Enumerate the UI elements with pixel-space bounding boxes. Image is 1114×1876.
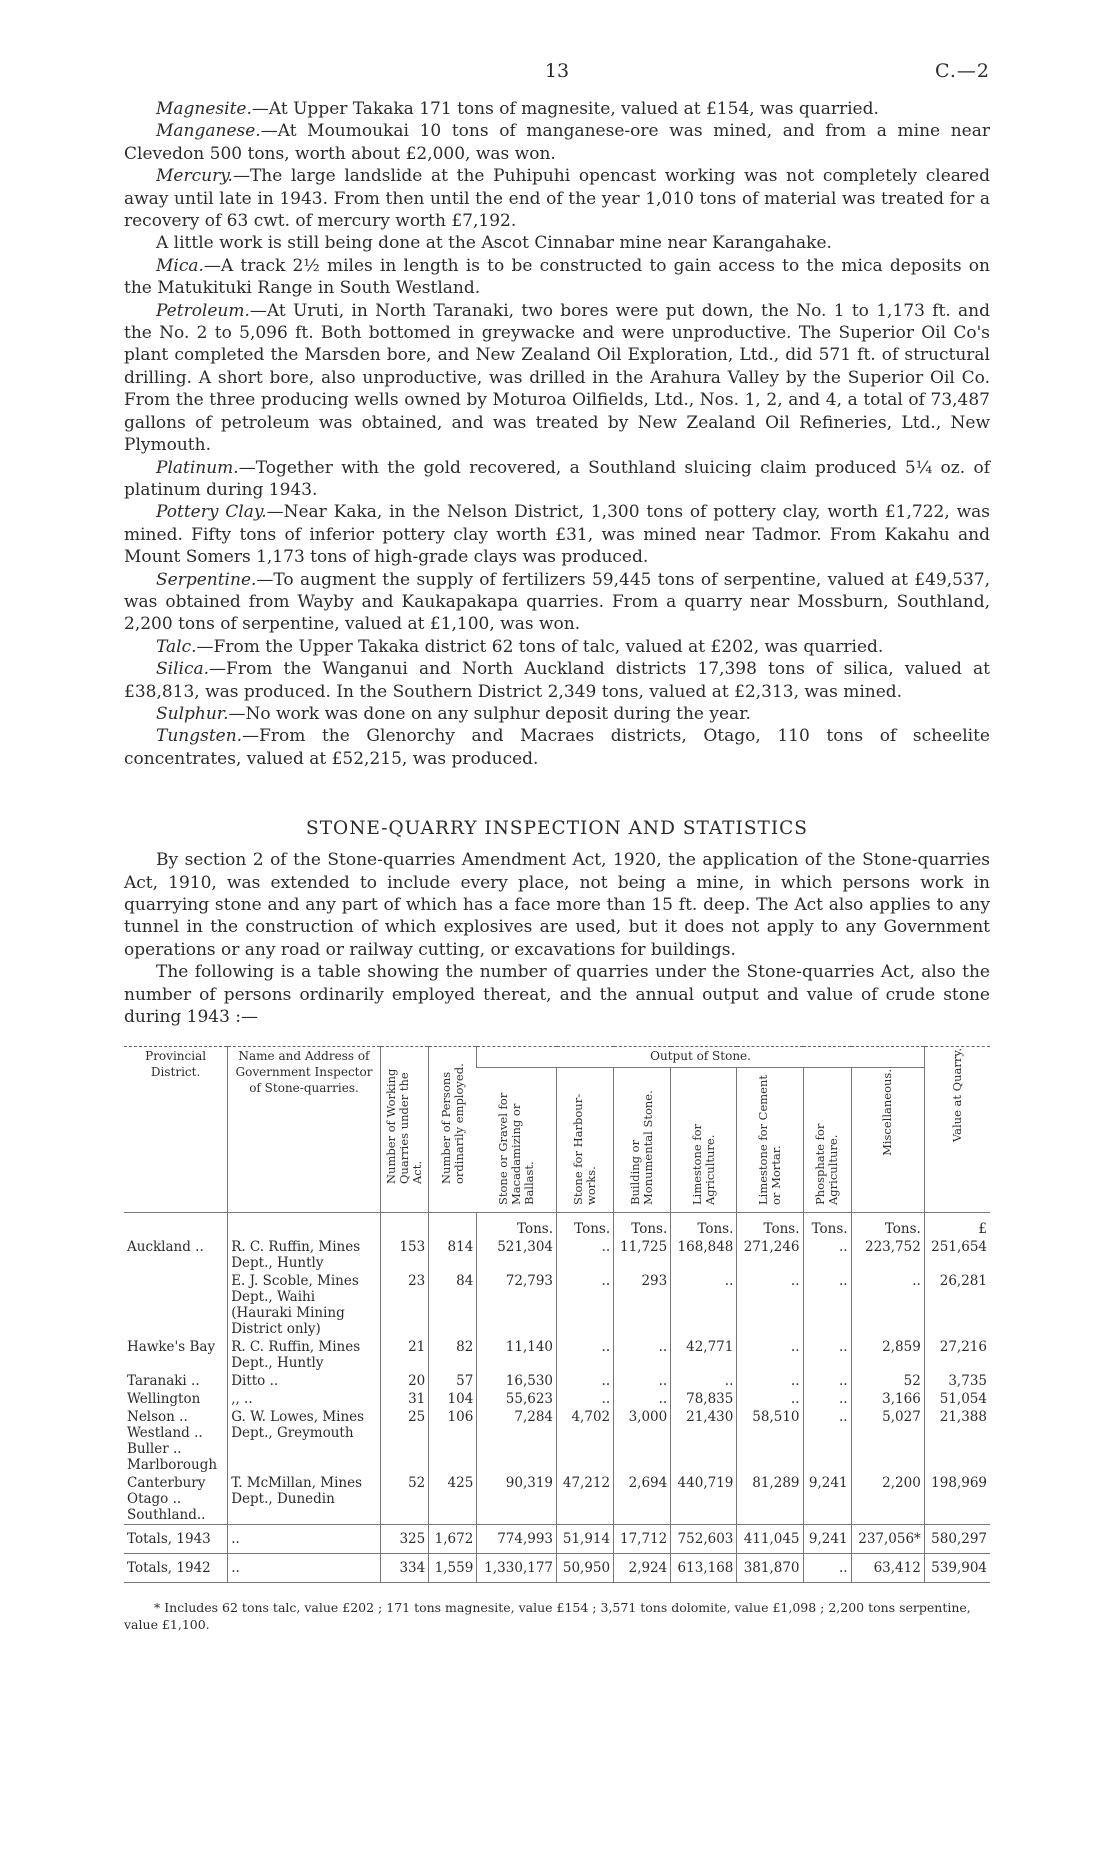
cell-inspector: Ditto ..: [228, 1372, 381, 1390]
cell-phosphate: ..: [803, 1238, 851, 1272]
cell-harbour: ..: [557, 1338, 614, 1372]
stone-quarry-table: [124, 1046, 990, 1583]
units-row: [124, 1213, 990, 1239]
paragraph: [124, 300, 990, 457]
mineral-paragraphs: [124, 98, 990, 770]
cell-value: 27,216: [924, 1338, 990, 1372]
unit-cell: Tons.: [737, 1213, 803, 1239]
header-miscellaneous: Miscellaneous.: [851, 1068, 924, 1213]
paragraph-text: —At Moumoukai 10 tons of manganese-ore was mined, and from a mine near Clevedon 500 tons, worth about £2,000, was won.: [124, 121, 990, 164]
cell-persons: 1,559: [429, 1554, 477, 1583]
intro-paragraph: By section 2 of the Stone-quarries Amendment Act, 1920, the application of the Stone-quarries Act, 1910, was extended to include every place, not being a mine, in which persons work in quarrying stone and any part of which has a face more than 15 ft. deep. The Act also applies to any tunnel in the construction of which explosives are used, but it does not apply to any Government operations or any road or railway cutting, or excavations for buildings.: [124, 850, 990, 960]
paragraph-text: —From the Wanganui and North Auckland districts 17,398 tons of silica, valued at £38,813, was produced. In the Southern District 2,349 tons, valued at £2,313, was mined.: [124, 659, 990, 702]
cell-persons: 425: [429, 1474, 477, 1525]
table-row: [124, 1372, 990, 1390]
cell-misc: 2,200: [851, 1474, 924, 1525]
cell-monumental: 2,694: [614, 1474, 671, 1525]
cell-macadam: 55,623: [477, 1390, 557, 1408]
paragraph: [124, 255, 990, 300]
cell-inspector: R. C. Ruffin, Mines Dept., Huntly: [228, 1338, 381, 1372]
paragraph-lead: Mica.: [156, 255, 204, 276]
cell-macadam: 774,993: [477, 1525, 557, 1554]
cell-lime-cement: ..: [737, 1390, 803, 1408]
cell-value: 3,735: [924, 1372, 990, 1390]
paragraph: [124, 658, 990, 703]
cell-value: 251,654: [924, 1238, 990, 1272]
cell-harbour: 50,950: [557, 1554, 614, 1583]
cell-quarries: 31: [380, 1390, 428, 1408]
cell-monumental: ..: [614, 1338, 671, 1372]
cell-monumental: ..: [614, 1372, 671, 1390]
cell-lime-agri: 440,719: [671, 1474, 737, 1525]
cell-persons: 84: [429, 1272, 477, 1338]
paragraph-text: —Together with the gold recovered, a Southland sluicing claim produced 5¼ oz. of platinum during 1943.: [124, 457, 990, 500]
unit-cell: Tons.: [614, 1213, 671, 1239]
cell-inspector: G. W. Lowes, Mines Dept., Greymouth: [228, 1408, 381, 1474]
cell-lime-cement: ..: [737, 1272, 803, 1338]
paragraph: [124, 232, 990, 254]
cell-misc: 63,412: [851, 1554, 924, 1583]
cell-phosphate: 9,241: [803, 1474, 851, 1525]
paragraph-lead: Serpentine.: [156, 569, 257, 590]
header-quarries: Number of Working Quarries under the Act.: [380, 1047, 428, 1213]
cell-lime-agri: 752,603: [671, 1525, 737, 1554]
paragraph-lead: Silica.: [156, 659, 210, 680]
cell-monumental: 11,725: [614, 1238, 671, 1272]
cell-lime-cement: 381,870: [737, 1554, 803, 1583]
cell-lime-agri: 613,168: [671, 1554, 737, 1583]
cell-district: Taranaki ..: [127, 1373, 200, 1390]
cell-persons: 106: [429, 1408, 477, 1474]
cell-quarries: 325: [380, 1525, 428, 1554]
table-row: [124, 1272, 990, 1338]
cell-district: Nelson .. Westland .. Buller .. Marlborough: [127, 1409, 218, 1474]
cell-inspector: E. J. Scoble, Mines Dept., Waihi (Hauraki Mining District only): [228, 1272, 381, 1338]
cell-harbour: 51,914: [557, 1525, 614, 1554]
cell-lime-agri: ..: [671, 1272, 737, 1338]
cell-misc: 2,859: [851, 1338, 924, 1372]
paragraph-text: —At Upper Takaka 171 tons of magnesite, valued at £154, was quarried.: [251, 99, 879, 119]
header-phosphate: Phosphate for Agriculture.: [803, 1068, 851, 1213]
cell-district: Wellington: [127, 1391, 201, 1408]
section-intro: [124, 849, 990, 1028]
cell-inspector: R. C. Ruffin, Mines Dept., Huntly: [228, 1238, 381, 1272]
paragraph: [124, 165, 990, 232]
header-harbour: Stone for Harbour-works.: [557, 1068, 614, 1213]
header-macadam: Stone or Gravel for Macadamizing or Ballast.: [495, 1093, 536, 1206]
paragraph-text: —A track 2½ miles in length is to be constructed to gain access to the mica deposits on the Matukituki Range in South Westland.: [124, 255, 990, 299]
header-district: Provincial District.: [124, 1047, 228, 1213]
paragraph-text: —From the Upper Takaka district 62 tons of talc, valued at £202, was quarried.: [196, 636, 884, 657]
paragraph: [124, 120, 990, 165]
cell-phosphate: ..: [803, 1338, 851, 1372]
page-number: 13: [544, 60, 570, 82]
cell-macadam: 7,284: [477, 1408, 557, 1474]
cell-persons: 1,672: [429, 1525, 477, 1554]
paragraph-lead: Pottery Clay.: [156, 502, 267, 523]
unit-cell: £: [924, 1213, 990, 1239]
paragraph-lead: Sulphur.: [156, 703, 229, 724]
cell-harbour: ..: [557, 1238, 614, 1272]
paragraph-text: A little work is still being done at the Ascot Cinnabar mine near Karangahake.: [156, 233, 832, 254]
paragraph-text: —To augment the supply of fertilizers 59,445 tons of serpentine, valued at £49,537, was obtained from Wayby and Kaukapakapa quarries. From a quarry near Mossburn, Southland, 2,200 tons of serpentine, valued at £1,100, was won.: [124, 569, 990, 635]
cell-district: [124, 1272, 228, 1338]
cell-lime-cement: ..: [737, 1372, 803, 1390]
cell-misc: 52: [851, 1372, 924, 1390]
paragraph-lead: Magnesite.: [156, 99, 252, 119]
header-limestone-agriculture: Limestone for Agriculture.: [671, 1068, 737, 1213]
paragraph-text: —No work was done on any sulphur deposit during the year.: [228, 703, 751, 724]
cell-phosphate: 9,241: [803, 1525, 851, 1554]
cell-monumental: 2,924: [614, 1554, 671, 1583]
cell-value: 198,969: [924, 1474, 990, 1525]
cell-persons: 82: [429, 1338, 477, 1372]
paragraph-lead: Talc.: [156, 636, 197, 657]
paragraph: [124, 501, 990, 568]
cell-lime-agri: 78,835: [671, 1390, 737, 1408]
cell-inspector: ..: [228, 1554, 381, 1583]
paragraph: [124, 98, 990, 120]
cell-harbour: ..: [557, 1390, 614, 1408]
cell-persons: 814: [429, 1238, 477, 1272]
cell-quarries: 21: [380, 1338, 428, 1372]
paragraph-lead: Platinum.: [156, 457, 239, 478]
cell-inspector: T. McMillan, Mines Dept., Dunedin: [228, 1474, 381, 1525]
cell-phosphate: ..: [803, 1408, 851, 1474]
header-value: Value at Quarry.: [924, 1047, 990, 1213]
page-reference: C.—2: [935, 60, 990, 82]
cell-misc: ..: [851, 1272, 924, 1338]
section-title: STONE-QUARRY INSPECTION AND STATISTICS: [306, 818, 808, 840]
paragraph: [124, 457, 990, 502]
cell-lime-cement: 271,246: [737, 1238, 803, 1272]
unit-cell: Tons.: [671, 1213, 737, 1239]
cell-harbour: ..: [557, 1372, 614, 1390]
cell-phosphate: ..: [803, 1272, 851, 1338]
paragraph-lead: Manganese.: [156, 121, 261, 142]
table-row: [124, 1474, 990, 1525]
cell-lime-cement: 81,289: [737, 1474, 803, 1525]
cell-district: Auckland ..: [127, 1239, 204, 1256]
cell-value: 580,297: [924, 1525, 990, 1554]
unit-cell: Tons.: [477, 1213, 557, 1239]
paragraph-text: —The large landslide at the Puhipuhi opencast working was not completely cleared away until late in 1943. From then until the end of the year 1,010 tons of material was treated for a recovery of 63 cwt. of mercury worth £7,192.: [124, 166, 990, 232]
paragraph-text: —At Uruti, in North Taranaki, two bores were put down, the No. 1 to 1,173 ft. and the No. 2 to 5,096 ft. Both bottomed in greywacke and were unproductive. The Superior Oil Co's plant completed the Marsden bore, and New Zealand Oil Exploration, Ltd., did 571 ft. of structural drilling. A short bore, also unproductive, was drilled in the Arahura Valley by the Superior Oil Co. From the three producing wells owned by Moturoa Oilfields, Ltd., Nos. 1, 2, and 4, a total of 73,487 gallons of petroleum was obtained, and was treated by New Zealand Oil Refineries, Ltd., New Plymouth.: [124, 300, 990, 456]
cell-inspector: ,, ..: [228, 1390, 381, 1408]
cell-misc: 223,752: [851, 1238, 924, 1272]
cell-macadam: 16,530: [477, 1372, 557, 1390]
cell-value: 51,054: [924, 1390, 990, 1408]
paragraph: [124, 569, 990, 636]
header-monumental: Building or Monumental Stone.: [614, 1068, 671, 1213]
cell-harbour: 47,212: [557, 1474, 614, 1525]
table-body: [124, 1213, 990, 1583]
cell-misc: 5,027: [851, 1408, 924, 1474]
totals-row: [124, 1525, 990, 1554]
cell-monumental: ..: [614, 1390, 671, 1408]
cell-value: 21,388: [924, 1408, 990, 1474]
cell-inspector: ..: [228, 1525, 381, 1554]
cell-phosphate: ..: [803, 1390, 851, 1408]
cell-persons: 57: [429, 1372, 477, 1390]
header-limestone-cement: Limestone for Cement or Mortar.: [737, 1068, 803, 1213]
paragraph-text: —Near Kaka, in the Nelson District, 1,300 tons of pottery clay, worth £1,722, was mined. Fifty tons of inferior pottery clay worth £31, was mined near Tadmor. From Kakahu and Mount Somers 1,173 tons of high-grade clays was produced.: [124, 502, 990, 568]
unit-cell: Tons.: [557, 1213, 614, 1239]
cell-harbour: ..: [557, 1272, 614, 1338]
cell-lime-agri: 21,430: [671, 1408, 737, 1474]
cell-district: Hawke's Bay: [127, 1339, 216, 1356]
unit-cell: Tons.: [803, 1213, 851, 1239]
cell-lime-cement: ..: [737, 1338, 803, 1372]
cell-misc: 3,166: [851, 1390, 924, 1408]
paragraph-lead: Tungsten.: [156, 726, 243, 747]
cell-lime-agri: 42,771: [671, 1338, 737, 1372]
cell-quarries: 334: [380, 1554, 428, 1583]
cell-district: Canterbury Otago .. Southland..: [127, 1475, 206, 1524]
page-header: [124, 60, 990, 94]
cell-quarries: 23: [380, 1272, 428, 1338]
footnote: * Includes 62 tons talc, value £202 ; 171 tons magnesite, value £154 ; 3,571 tons dolomite, value £1,098 ; 2,200 tons serpentine, value £1,100.: [124, 1600, 971, 1633]
cell-phosphate: ..: [803, 1372, 851, 1390]
header-inspector: Name and Address of Government Inspector of Stone-quarries.: [228, 1047, 381, 1213]
cell-district: Totals, 1942: [124, 1554, 228, 1583]
cell-lime-cement: 411,045: [737, 1525, 803, 1554]
cell-value: 539,904: [924, 1554, 990, 1583]
paragraph-lead: Petroleum.: [156, 300, 250, 321]
table-row: [124, 1338, 990, 1372]
cell-monumental: 17,712: [614, 1525, 671, 1554]
header-persons: Number of Persons ordinarily employed.: [429, 1047, 477, 1213]
header-output-group: Output of Stone.: [477, 1047, 925, 1068]
paragraph: [124, 636, 990, 658]
intro-paragraph: The following is a table showing the number of quarries under the Stone-quarries Act, also the number of persons ordinarily employed thereat, and the annual output and value of crude stone during 1943 :—: [124, 962, 990, 1028]
cell-district: Totals, 1943: [124, 1525, 228, 1554]
table-row: [124, 1238, 990, 1272]
cell-harbour: 4,702: [557, 1408, 614, 1474]
totals-row: [124, 1554, 990, 1583]
cell-macadam: 521,304: [477, 1238, 557, 1272]
cell-macadam: 72,793: [477, 1272, 557, 1338]
cell-misc: 237,056*: [851, 1525, 924, 1554]
cell-quarries: 153: [380, 1238, 428, 1272]
table-row: [124, 1408, 990, 1474]
unit-cell: Tons.: [851, 1213, 924, 1239]
cell-macadam: 90,319: [477, 1474, 557, 1525]
cell-lime-agri: ..: [671, 1372, 737, 1390]
paragraph: [124, 703, 990, 725]
paragraph: [124, 725, 990, 770]
cell-quarries: 52: [380, 1474, 428, 1525]
cell-lime-agri: 168,848: [671, 1238, 737, 1272]
cell-quarries: 20: [380, 1372, 428, 1390]
cell-monumental: 293: [614, 1272, 671, 1338]
table-row: [124, 1390, 990, 1408]
paragraph-text: —From the Glenorchy and Macraes districts, Otago, 110 tons of scheelite concentrates, valued at £52,215, was produced.: [124, 726, 990, 769]
cell-persons: 104: [429, 1390, 477, 1408]
cell-lime-cement: 58,510: [737, 1408, 803, 1474]
cell-monumental: 3,000: [614, 1408, 671, 1474]
paragraph-lead: Mercury.: [156, 166, 233, 187]
cell-phosphate: ..: [803, 1554, 851, 1583]
cell-quarries: 25: [380, 1408, 428, 1474]
cell-macadam: 11,140: [477, 1338, 557, 1372]
cell-macadam: 1,330,177: [477, 1554, 557, 1583]
cell-value: 26,281: [924, 1272, 990, 1338]
